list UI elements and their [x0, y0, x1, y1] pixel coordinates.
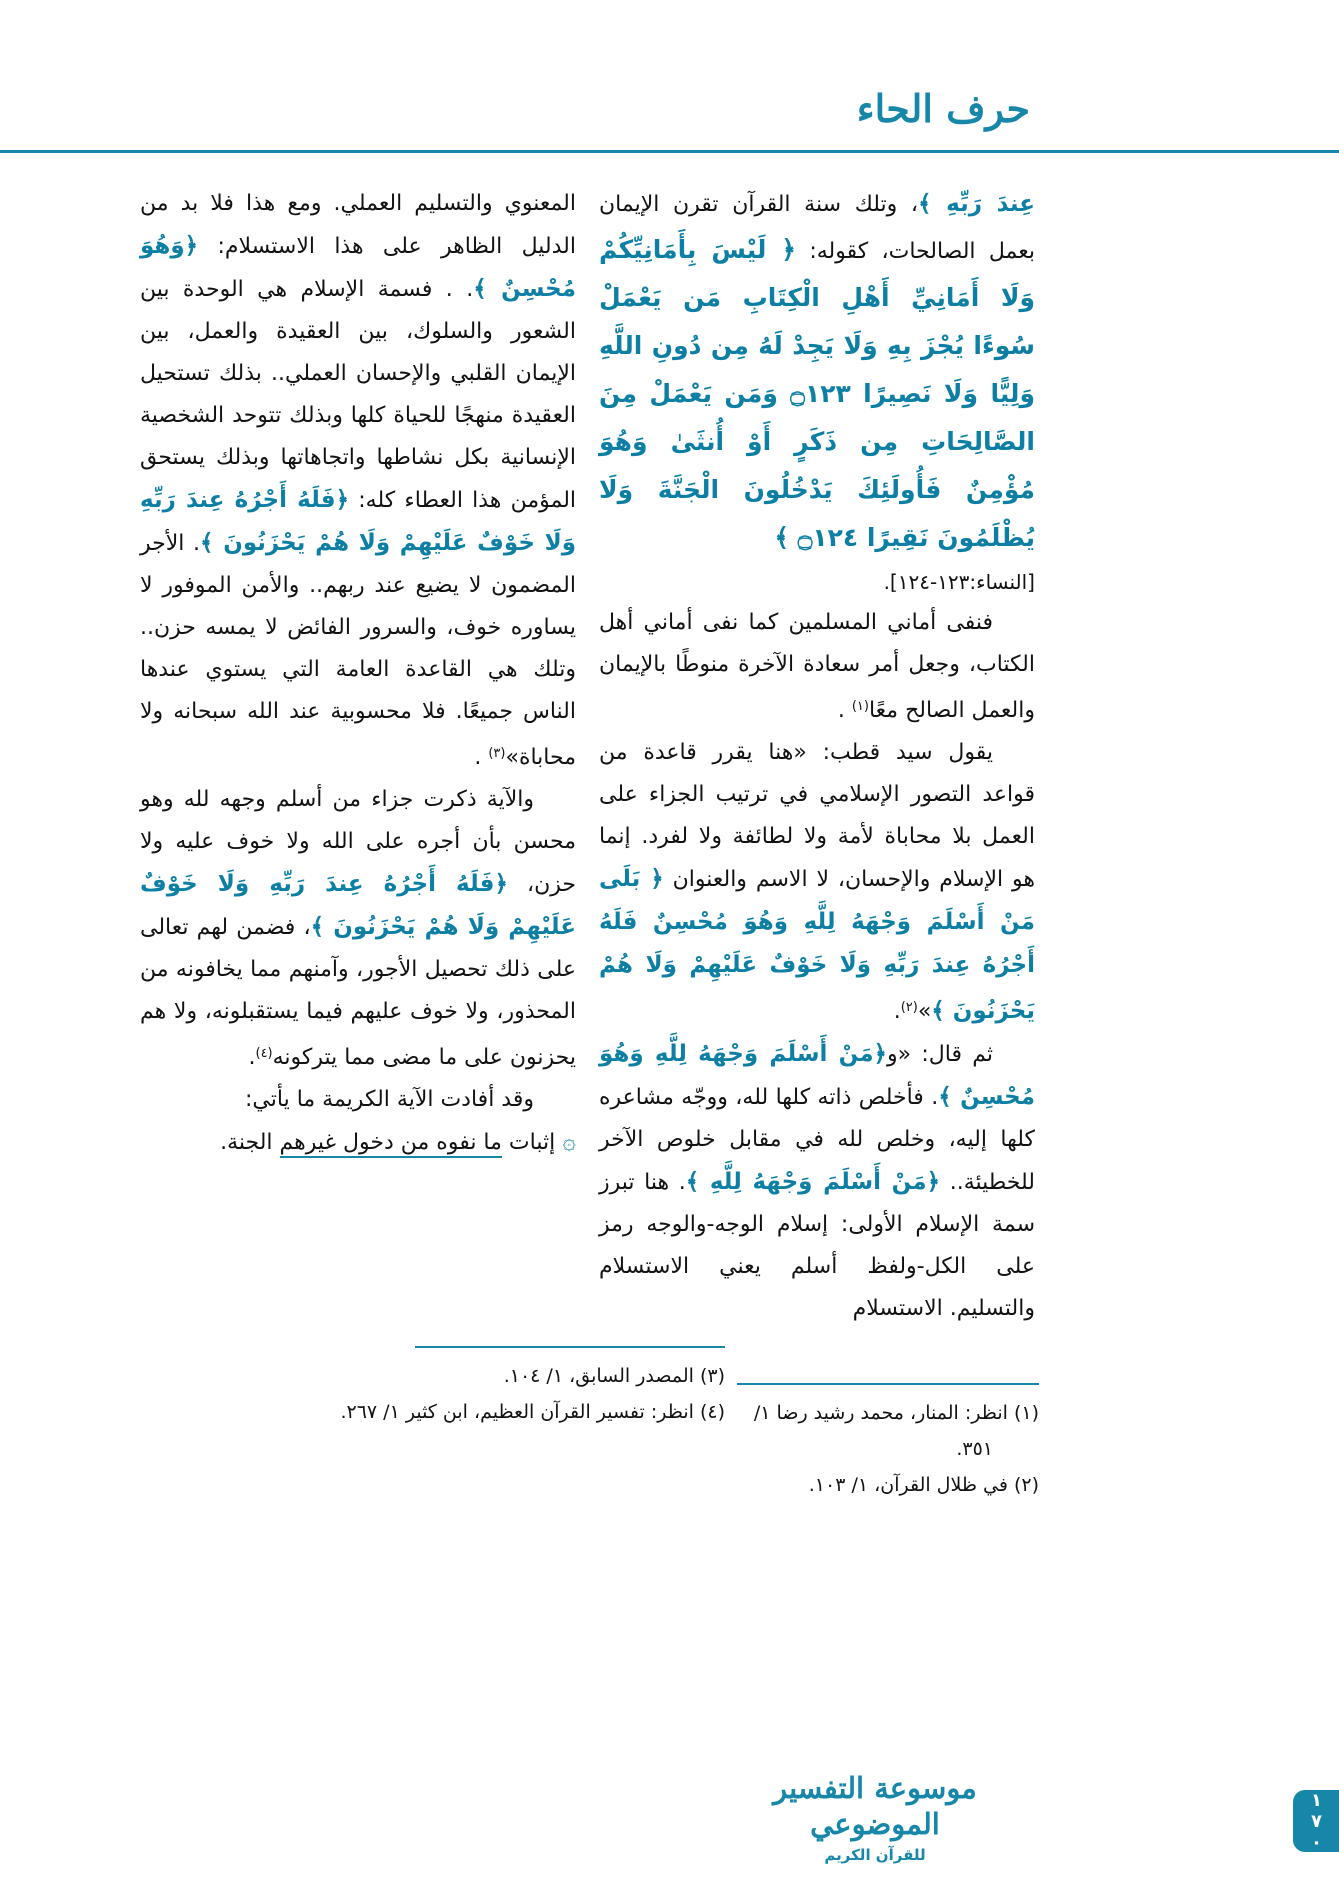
- footnote-list: [140, 1358, 725, 1430]
- text-run: فنفى أماني المسلمين كما نفى أماني أهل الكتاب، وجعل أمر سعادة الآخرة منوطًا بالإيمان والعمل الصالح معًا: [599, 610, 1035, 723]
- text-run: . هنا تبرز سمة الإسلام الأولى: إسلام الوجه-والوجه رمز على الكل-ولفظ أسلم يعني الاستسلام والتسليم. الاستسلام: [599, 1170, 1035, 1321]
- logo-title: موسوعة التفسير الموضوعي: [773, 1771, 977, 1841]
- text-run: يقول سيد قطب: «هنا يقرر قاعدة من قواعد التصور الإسلامي في ترتيب الجزاء على العمل بلا محاباة لأمة ولا لطائفة ولا لفرد. إنما هو الإسلام والإحسان، لا الاسم والعنوان: [599, 740, 1036, 892]
- text-run: إثبات: [501, 1130, 556, 1155]
- footnotes-right: [737, 1383, 1039, 1503]
- paragraph: [140, 1121, 576, 1164]
- text-run: [النساء:١٢٣-١٢٤].: [883, 570, 1035, 594]
- underlined-text: ما نفوه من دخول غيرهم: [280, 1130, 502, 1158]
- footnote-number: (٣): [693, 1365, 725, 1387]
- footnote: [737, 1395, 1039, 1467]
- footnote-text: انظر: تفسير القرآن العظيم، ابن كثير ١/ ٢٦٧.: [340, 1401, 694, 1423]
- text-column-right: [599, 183, 1035, 1330]
- footnote-list: [737, 1395, 1039, 1503]
- footnote-marker: (٤): [255, 1046, 273, 1061]
- page-number-tab: [1293, 1790, 1339, 1852]
- paragraph: [599, 1033, 1035, 1330]
- text-run: وقد أفادت الآية الكريمة ما يأتي:: [245, 1087, 534, 1112]
- quran-quote: ﴿فَلَهُ أَجْرُهُ عِندَ رَبِّهِ وَلَا خَوْفٌ عَلَيْهِمْ وَلَا هُمْ يَحْزَنُونَ ﴾: [140, 487, 576, 556]
- footnote-marker: (١): [851, 699, 869, 714]
- quran-quote: ﴿مَنْ أَسْلَمَ وَجْهَهُ لِلَّهِ وَهُوَ مُحْسِنٌ ﴾: [599, 1041, 1035, 1110]
- quran-quote: ﴿وَهُوَ مُحْسِنٌ ﴾: [140, 233, 576, 302]
- text-run: .: [893, 999, 901, 1024]
- footnote-divider: [737, 1383, 1039, 1385]
- footnote-number: (٤): [693, 1401, 725, 1423]
- paragraph: [599, 732, 1035, 1033]
- quran-quote: ﴿مَنْ أَسْلَمَ وَجْهَهُ لِلَّهِ ﴾: [685, 1169, 941, 1195]
- chapter-heading: حرف الحاء: [856, 86, 1030, 131]
- footnote: [140, 1394, 725, 1430]
- footnotes-left: [140, 1346, 725, 1430]
- footnote-divider: [415, 1346, 725, 1348]
- quran-quote: ﴿ لَيْسَ بِأَمَانِيِّكُمْ وَلَا أَمَانِيِّ أَهْلِ الْكِتَابِ مَن يَعْمَلْ سُوءًا يُجْزَ بِهِ وَلَا يَجِدْ لَهُ مِن دُونِ اللَّهِ وَلِيًّا وَلَا نَصِيرًا ۝١٢٣ وَمَن يَعْمَلْ مِنَ الصَّالِحَاتِ مِن ذَكَرٍ أَوْ أُنثَىٰ وَهُوَ مُؤْمِنٌ فَأُولَئِكَ يَدْخُلُونَ الْجَنَّةَ وَلَا يُظْلَمُونَ نَقِيرًا ۝١٢٤ ﴾: [599, 235, 1035, 552]
- footnote-number: (٢): [1007, 1474, 1039, 1496]
- text-run: »: [917, 999, 932, 1024]
- text-run: الجنة.: [220, 1130, 280, 1155]
- paragraph: [599, 602, 1035, 732]
- rub-el-hizb-icon: ۞: [555, 1129, 576, 1155]
- footnote-number: (١): [1007, 1402, 1039, 1424]
- text-run: .: [248, 1045, 256, 1070]
- text-run: . فأخلص ذاته كلها لله، ووجّه مشاعره كلها إليه، وخلص لله في مقابل خلوص الآخر للخطيئة..: [599, 1085, 1035, 1195]
- text-column-left: [140, 183, 576, 1164]
- text-run: ، وتلك سنة القرآن تقرن الإيمان بعمل الصالحات، كقوله:: [599, 192, 1035, 264]
- footnote: [140, 1358, 725, 1394]
- publisher-logo: [747, 1770, 1003, 1864]
- text-run: المعنوي والتسليم العملي. ومع هذا فلا بد من الدليل الظاهر على هذا الاستسلام:: [140, 191, 576, 259]
- text-run: .: [474, 745, 489, 770]
- text-run: والآية ذكرت جزاء من أسلم وجهه لله وهو محسن بأن أجره على الله ولا خوف عليه ولا حزن،: [140, 787, 576, 897]
- footnote-marker: (٢): [900, 1000, 918, 1015]
- verse-citation: [599, 562, 1035, 602]
- text-run: ، فضمن لهم تعالى على ذلك تحصيل الأجور، وآمنهم مما يخافونه من المحذور، ولا خوف عليهم فيما يستقبلونه، ولا هم يحزنون على ما مضى مما يتركونه: [140, 915, 576, 1070]
- header-divider: [0, 150, 1339, 153]
- paragraph: [599, 183, 1035, 562]
- text-run: .: [837, 698, 852, 723]
- paragraph: [140, 1079, 576, 1121]
- footnote-text: المصدر السابق، ١/ ١٠٤.: [503, 1365, 694, 1387]
- footnote-text: انظر: المنار، محمد رشيد رضا ١/ ٣٥١.: [753, 1402, 1008, 1460]
- text-run: . الأجر المضمون لا يضيع عند ربهم.. والأمن الموفور لا يساوره خوف، والسرور الفائض لا يمسه حزن.. وتلك هي القاعدة العامة التي يستوي عندها الناس جميعًا. فلا محسوبية عند الله سبحانه ولا محاباة»: [140, 531, 576, 770]
- logo-subtitle: للقرآن الكريم: [824, 1846, 926, 1864]
- text-run: . . فسمة الإسلام هي الوحدة بين الشعور والسلوك، بين العقيدة والعمل، بين الإيمان القلبي والإحسان العملي.. بذلك تستحيل العقيدة منهجًا للحياة كلها وبذلك تتوحد الشخصية الإنسانية بكل نشاطها واتجاهاتها وبذلك يستحق المؤمن هذا العطاء كله:: [140, 277, 577, 513]
- footnote-marker: (٣): [488, 746, 506, 761]
- quran-quote: ﴿ بَلَى مَنْ أَسْلَمَ وَجْهَهُ لِلَّهِ وَهُوَ مُحْسِنٌ فَلَهُ أَجْرُهُ عِندَ رَبِّهِ وَلَا خَوْفٌ عَلَيْهِمْ وَلَا هُمْ يَحْزَنُونَ ﴾: [599, 866, 1035, 1024]
- footnote: [737, 1467, 1039, 1503]
- quran-quote: عِندَ رَبِّهِ ﴾: [918, 191, 1036, 217]
- page-number: ١٧٠: [1306, 1789, 1327, 1853]
- text-run: ثم قال: «و: [887, 1042, 994, 1067]
- footnote-text: في ظلال القرآن، ١/ ١٠٣.: [808, 1474, 1008, 1496]
- paragraph: [140, 779, 576, 1079]
- paragraph: [140, 183, 576, 779]
- quran-quote: ﴿فَلَهُ أَجْرُهُ عِندَ رَبِّهِ وَلَا خَوْفٌ عَلَيْهِمْ وَلَا هُمْ يَحْزَنُونَ ﴾: [140, 871, 576, 940]
